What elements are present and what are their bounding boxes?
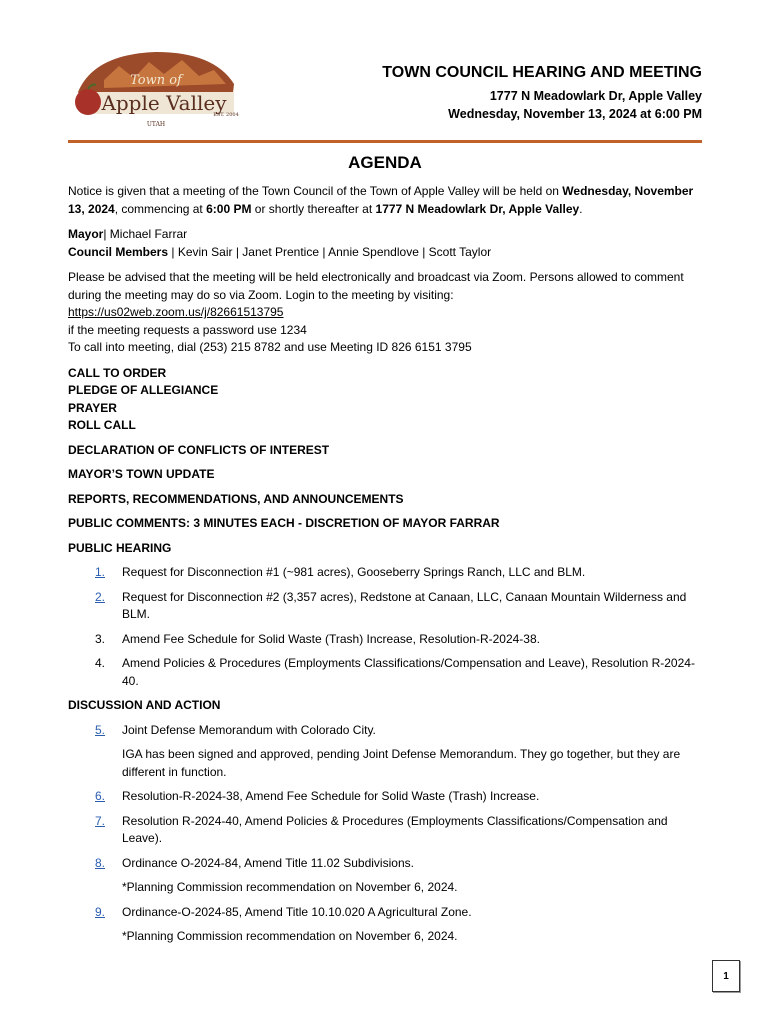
section-public-comments: PUBLIC COMMENTS: 3 MINUTES EACH - DISCRETION OF MAYOR FARRAR xyxy=(68,516,500,530)
notice-text: or shortly thereafter at xyxy=(251,201,376,216)
list-item xyxy=(68,813,702,848)
logo-line1: Town of xyxy=(130,73,182,88)
item-link[interactable]: 5. xyxy=(95,722,106,737)
item-link[interactable]: 9. xyxy=(95,904,106,919)
item-text: Ordinance O-2024-84, Amend Title 11.02 Subdivisions. xyxy=(122,855,414,870)
notice-date: Wednesday, November 13, 2024 xyxy=(68,184,694,216)
notice-text: , commencing at xyxy=(114,201,207,216)
zoom-info xyxy=(68,269,702,357)
mayor-label: Mayor xyxy=(68,227,104,241)
item-number: 4. xyxy=(95,656,106,670)
item-text: Joint Defense Memorandum with Colorado City. xyxy=(122,722,376,737)
council-names: | Kevin Sair | Janet Prentice | Annie Spendlove | Scott Taylor xyxy=(168,244,492,259)
notice-paragraph xyxy=(68,183,702,218)
meeting-address: 1777 N Meadowlark Dr, Apple Valley xyxy=(489,89,702,103)
item-link[interactable]: 6. xyxy=(95,789,106,803)
notice-location: 1777 N Meadowlark Dr, Apple Valley xyxy=(375,201,580,216)
roll-call: ROLL CALL xyxy=(68,418,136,432)
header-divider xyxy=(68,140,702,143)
item-text: Amend Fee Schedule for Solid Waste (Trash) Increase, Resolution-R-2024-38. xyxy=(122,631,540,646)
town-logo xyxy=(64,44,246,134)
item-text: Amend Policies & Procedures (Employments Classifications/Compensation and Leave), Resolution R-2024-40. xyxy=(122,656,695,688)
section-conflicts: DECLARATION OF CONFLICTS OF INTEREST xyxy=(68,442,330,457)
zoom-phone: To call into meeting, dial (253) 215 8782 and use Meeting ID 826 6151 3795 xyxy=(68,340,472,354)
item-note: *Planning Commission recommendation on November 6, 2024. xyxy=(122,880,458,894)
item-text: Request for Disconnection #2 (3,357 acres), Redstone at Canaan, LLC, Canaan Mountain Wilderness and BLM. xyxy=(122,589,687,621)
call-to-order: CALL TO ORDER xyxy=(68,365,167,380)
logo-est: EST. 2004 xyxy=(213,112,239,118)
item-text: Resolution R-2024-40, Amend Policies & Procedures (Employments Classifications/Compensation and Leave). xyxy=(122,813,668,845)
prayer: PRAYER xyxy=(68,400,117,415)
item-text: Ordinance-O-2024-85, Amend Title 10.10.020 A Agricultural Zone. xyxy=(122,904,472,919)
pledge: PLEDGE OF ALLEGIANCE xyxy=(68,383,219,397)
zoom-link[interactable]: https://us02web.zoom.us/j/82661513795 xyxy=(68,305,284,319)
officials xyxy=(68,226,702,261)
item-note: IGA has been signed and approved, pending Joint Defense Memorandum. They go together, but they are different in function. xyxy=(122,747,681,779)
section-public-hearing: PUBLIC HEARING xyxy=(68,540,172,555)
list-item xyxy=(68,788,702,806)
list-item xyxy=(68,589,702,624)
list-item xyxy=(68,855,702,873)
item-note: *Planning Commission recommendation on November 6, 2024. xyxy=(122,929,458,943)
item-text: Request for Disconnection #1 (~981 acres), Gooseberry Springs Ranch, LLC and BLM. xyxy=(122,565,586,579)
section-mayor-update: MAYOR’S TOWN UPDATE xyxy=(68,467,215,481)
logo-line2: Apple Valley xyxy=(101,91,227,115)
section-discussion: DISCUSSION AND ACTION xyxy=(68,698,221,712)
agenda-title: AGENDA xyxy=(348,153,422,172)
opening-items xyxy=(68,365,702,435)
meeting-datetime: Wednesday, November 13, 2024 at 6:00 PM xyxy=(448,107,702,121)
zoom-password: if the meeting requests a password use 1234 xyxy=(68,322,307,337)
council-label: Council Members xyxy=(68,244,169,259)
notice-text: . xyxy=(579,201,583,216)
notice-time: 6:00 PM xyxy=(206,201,252,216)
list-item xyxy=(68,722,702,740)
item-link[interactable]: 1. xyxy=(95,565,106,579)
list-item xyxy=(68,655,702,690)
list-item xyxy=(68,631,702,649)
item-link[interactable]: 2. xyxy=(95,589,106,604)
list-item xyxy=(68,904,702,922)
list-item xyxy=(68,564,702,582)
agenda-body xyxy=(68,183,702,953)
section-reports: REPORTS, RECOMMENDATIONS, AND ANNOUNCEMENTS xyxy=(68,491,404,506)
logo-state: UTAH xyxy=(146,121,166,128)
page-number: 1 xyxy=(712,960,740,992)
mayor-name: | Michael Farrar xyxy=(103,227,188,241)
notice-text: Notice is given that a meeting of the Town Council of the Town of Apple Valley will be held on xyxy=(68,184,563,198)
zoom-text: Please be advised that the meeting will be held electronically and broadcast via Zoom. Persons allowed to comment during the meeting may do so via Zoom. Login to the meeting by visiting: xyxy=(68,270,684,302)
item-text: Resolution-R-2024-38, Amend Fee Schedule for Solid Waste (Trash) Increase. xyxy=(122,789,540,803)
item-link[interactable]: 7. xyxy=(95,813,106,828)
item-number: 3. xyxy=(95,631,106,646)
meeting-title: TOWN COUNCIL HEARING AND MEETING xyxy=(382,64,702,81)
item-link[interactable]: 8. xyxy=(95,855,106,870)
